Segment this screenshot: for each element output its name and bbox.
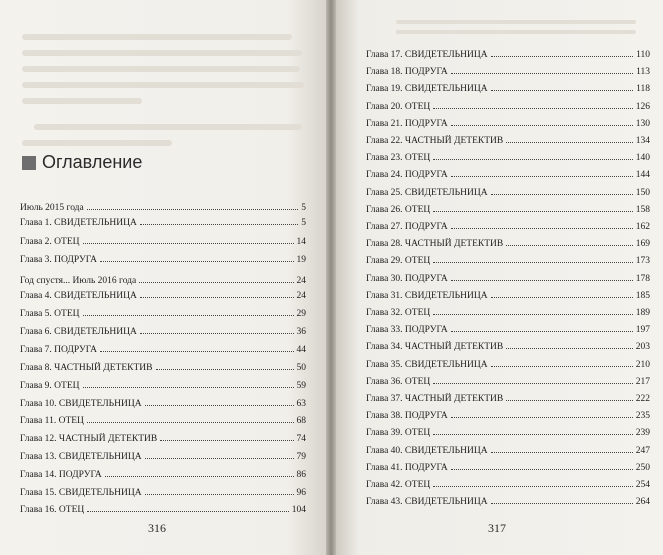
toc-entry <box>366 461 650 474</box>
toc-entry <box>366 220 650 233</box>
toc-entry-label: Глава 33. ПОДРУГА <box>366 325 448 336</box>
toc-entry <box>366 82 650 95</box>
toc-entry-label: Глава 29. ОТЕЦ <box>366 256 431 267</box>
leader-dots <box>433 100 632 109</box>
leader-dots <box>491 48 634 57</box>
toc-entry-page: 126 <box>635 101 650 112</box>
leader-dots <box>451 65 633 74</box>
leader-dots <box>451 409 633 418</box>
toc-entry-label: Глава 18. ПОДРУГА <box>366 67 448 78</box>
left-page <box>0 0 326 555</box>
toc-entry <box>366 134 650 147</box>
toc-entry-label: Глава 15. СВИДЕТЕЛЬНИЦА <box>20 488 142 498</box>
toc-entry <box>20 468 306 481</box>
page-number-right: 317 <box>488 521 506 535</box>
toc-entry <box>366 65 650 78</box>
leader-dots <box>491 289 633 298</box>
square-marker-icon <box>22 156 36 170</box>
leader-dots <box>506 392 633 401</box>
toc-entry-label: Глава 30. ПОДРУГА <box>366 273 448 284</box>
toc-entry-page: 118 <box>636 84 650 95</box>
page-number-left: 316 <box>148 521 166 535</box>
toc-entry-label: Глава 11. ОТЕЦ <box>20 416 84 426</box>
toc-entry-label: Глава 5. ОТЕЦ <box>20 309 80 319</box>
toc-entry-label: Глава 6. СВИДЕТЕЛЬНИЦА <box>20 327 137 337</box>
leader-dots <box>506 340 633 349</box>
toc-entry <box>20 503 306 516</box>
toc-entry-label: Глава 42. ОТЕЦ <box>366 480 431 490</box>
toc-entry-page: 158 <box>635 204 650 215</box>
toc-entry-label: Глава 34. ЧАСТНЫЙ ДЕТЕКТИВ <box>366 342 504 353</box>
toc-entry <box>366 495 650 508</box>
toc-entry <box>20 450 306 463</box>
toc-entry <box>366 272 650 285</box>
toc-entry-page: 178 <box>635 273 650 284</box>
toc-entry <box>366 426 650 439</box>
toc-entry-page: 74 <box>296 434 306 444</box>
toc-entry-page: 96 <box>296 488 306 498</box>
toc-entry-label: Глава 3. ПОДРУГА <box>20 255 98 265</box>
toc-entry-page: 50 <box>296 363 306 373</box>
toc-entry <box>20 379 306 392</box>
toc-entry-page: 14 <box>296 237 306 247</box>
toc-entry <box>366 289 650 302</box>
toc-entry-label: Глава 35. СВИДЕТЕЛЬНИЦА <box>366 359 488 370</box>
toc-entry-page: 79 <box>296 452 306 462</box>
leader-dots <box>451 220 633 229</box>
leader-dots <box>145 397 294 406</box>
toc-entry-page: 250 <box>635 462 650 473</box>
leader-dots <box>506 237 633 246</box>
toc-entry-label: Глава 23. ОТЕЦ <box>366 153 431 164</box>
toc-entry-label: Глава 20. ОТЕЦ <box>366 101 431 112</box>
toc-entry-page: 189 <box>635 308 650 318</box>
toc-entry-page: 19 <box>296 255 306 265</box>
toc-entry-label: Глава 19. СВИДЕТЕЛЬНИЦА <box>366 84 488 95</box>
toc-entry-page: 162 <box>635 222 650 232</box>
toc-entry-page: 36 <box>296 327 306 337</box>
toc-entry <box>366 375 650 388</box>
right-page <box>336 0 663 555</box>
toc-entry <box>366 340 650 353</box>
toc-entry <box>20 432 306 445</box>
toc-entry <box>366 48 650 61</box>
toc-entry-label: Глава 24. ПОДРУГА <box>366 170 448 181</box>
toc-entry-label: Глава 37. ЧАСТНЫЙ ДЕТЕКТИВ <box>366 394 504 404</box>
toc-entry <box>366 444 650 457</box>
toc-entry-page: 44 <box>296 345 306 355</box>
book-gutter <box>326 0 336 555</box>
toc-entry <box>366 254 650 267</box>
toc-entry-page: 59 <box>296 381 306 391</box>
leader-dots <box>491 186 633 195</box>
toc-entry-label: Глава 40. СВИДЕТЕЛЬНИЦА <box>366 445 488 456</box>
leader-dots <box>491 358 633 367</box>
toc-entry-label: Глава 9. ОТЕЦ <box>20 381 80 391</box>
leader-dots <box>433 254 632 263</box>
leader-dots <box>506 134 633 143</box>
toc-entry <box>366 478 650 491</box>
toc-entry <box>20 343 306 356</box>
toc-entry-label: Глава 1. СВИДЕТЕЛЬНИЦА <box>20 218 137 228</box>
leader-dots <box>83 235 294 244</box>
toc-entry-label: Июль 2015 года <box>20 203 84 213</box>
toc-entry-page: 140 <box>635 153 650 164</box>
toc-entry <box>20 414 306 427</box>
toc-entry <box>20 216 306 229</box>
toc-entry <box>20 274 306 287</box>
toc-title <box>22 152 142 173</box>
leader-dots <box>156 361 294 370</box>
toc-entry <box>20 397 306 410</box>
leader-dots <box>100 343 293 352</box>
toc-entry-label: Глава 43. СВИДЕТЕЛЬНИЦА <box>366 497 488 508</box>
toc-entry-label: Глава 12. ЧАСТНЫЙ ДЕТЕКТИВ <box>20 434 158 444</box>
leader-dots <box>145 450 294 459</box>
toc-entry-label: Глава 21. ПОДРУГА <box>366 118 448 129</box>
toc-entry-page: 5 <box>301 218 306 228</box>
toc-entry <box>20 235 306 248</box>
toc-entry-page: 144 <box>635 170 650 181</box>
toc-entry-label: Глава 14. ПОДРУГА <box>20 470 102 480</box>
toc-entry-label: Глава 26. ОТЕЦ <box>366 204 431 215</box>
toc-entry-label: Глава 16. ОТЕЦ <box>20 505 85 515</box>
leader-dots <box>83 379 294 388</box>
leader-dots <box>105 468 294 477</box>
leader-dots <box>491 82 634 91</box>
toc-entry-page: 169 <box>635 239 650 250</box>
toc-entry <box>366 186 650 199</box>
toc-entry-page: 24 <box>296 291 306 301</box>
toc-entry-label: Глава 22. ЧАСТНЫЙ ДЕТЕКТИВ <box>366 136 504 146</box>
toc-entry-page: 210 <box>635 359 650 370</box>
leader-dots <box>160 432 293 441</box>
toc-entry-label: Глава 4. СВИДЕТЕЛЬНИЦА <box>20 291 137 301</box>
toc-entry-label: Глава 41. ПОДРУГА <box>366 462 448 473</box>
toc-entry-page: 247 <box>635 445 650 456</box>
leader-dots <box>83 307 294 316</box>
toc-entry-page: 173 <box>635 256 650 267</box>
toc-entry-label: Глава 8. ЧАСТНЫЙ ДЕТЕКТИВ <box>20 363 153 373</box>
toc-entry-label: Глава 2. ОТЕЦ <box>20 237 80 247</box>
toc-entry <box>366 323 650 336</box>
leader-dots <box>433 478 632 487</box>
toc-entry-page: 104 <box>291 505 306 515</box>
leader-dots <box>451 461 633 470</box>
toc-entry <box>366 358 650 371</box>
toc-entry-page: 217 <box>635 376 650 387</box>
toc-entry-page: 264 <box>635 497 650 508</box>
toc-entry-page: 222 <box>635 394 650 404</box>
leader-dots <box>451 168 633 177</box>
toc-entry <box>20 289 306 302</box>
toc-entry-page: 134 <box>635 136 650 146</box>
leader-dots <box>433 306 632 315</box>
toc-entry <box>366 306 650 319</box>
leader-dots <box>145 486 294 495</box>
leader-dots <box>87 201 299 210</box>
toc-entry-label: Глава 31. СВИДЕТЕЛЬНИЦА <box>366 290 488 301</box>
toc-entry-label: Глава 7. ПОДРУГА <box>20 345 98 355</box>
toc-entry-page: 5 <box>301 203 306 213</box>
leader-dots <box>433 375 632 384</box>
leader-dots <box>451 117 633 126</box>
toc-entry-page: 113 <box>636 67 650 78</box>
toc-entry <box>20 361 306 374</box>
toc-entry-page: 235 <box>635 411 650 422</box>
leader-dots <box>87 414 294 423</box>
toc-entry-label: Глава 36. ОТЕЦ <box>366 376 431 387</box>
toc-entry-label: Глава 13. СВИДЕТЕЛЬНИЦА <box>20 452 142 462</box>
toc-entry-page: 203 <box>635 342 650 353</box>
toc-entry-page: 130 <box>635 118 650 129</box>
leader-dots <box>451 272 633 281</box>
toc-entry-label: Глава 38. ПОДРУГА <box>366 411 448 422</box>
toc-entry-page: 254 <box>635 480 650 490</box>
toc-entry-label: Год спустя... Июль 2016 года <box>20 276 137 286</box>
toc-entry <box>20 325 306 338</box>
leader-dots <box>491 444 633 453</box>
leader-dots <box>433 151 632 160</box>
toc-title-text: Оглавление <box>42 152 143 172</box>
toc-entry <box>20 307 306 320</box>
toc-entry-page: 197 <box>635 325 650 336</box>
toc-entry <box>20 486 306 499</box>
toc-entry-page: 86 <box>296 470 306 480</box>
leader-dots <box>451 323 633 332</box>
toc-entry <box>366 168 650 181</box>
toc-entry-page: 239 <box>635 428 650 439</box>
leader-dots <box>491 495 633 504</box>
leader-dots <box>140 289 294 298</box>
toc-entry-page: 63 <box>296 399 306 409</box>
toc-entry-label: Глава 27. ПОДРУГА <box>366 222 448 232</box>
leader-dots <box>139 274 293 283</box>
toc-entry-label: Глава 25. СВИДЕТЕЛЬНИЦА <box>366 187 488 198</box>
toc-entry-page: 185 <box>635 290 650 301</box>
toc-entry-page: 68 <box>296 416 306 426</box>
leader-dots <box>140 325 294 334</box>
leader-dots <box>433 203 632 212</box>
toc-entry <box>366 100 650 113</box>
toc-entry-label: Глава 39. ОТЕЦ <box>366 428 431 439</box>
leader-dots <box>100 253 293 262</box>
toc-entry <box>366 151 650 164</box>
toc-entry <box>366 237 650 250</box>
toc-entry-label: Глава 17. СВИДЕТЕЛЬНИЦА <box>366 50 488 60</box>
toc-entry <box>366 117 650 130</box>
toc-entry-page: 24 <box>296 276 306 286</box>
leader-dots <box>87 503 288 512</box>
leader-dots <box>140 216 298 225</box>
toc-entry-page: 150 <box>635 187 650 198</box>
toc-entry <box>20 253 306 266</box>
leader-dots <box>433 426 632 435</box>
toc-entry <box>366 409 650 422</box>
toc-entry-page: 29 <box>296 309 306 319</box>
toc-entry-label: Глава 32. ОТЕЦ <box>366 308 431 318</box>
toc-entry <box>366 203 650 216</box>
toc-entry <box>20 201 306 214</box>
toc-entry-label: Глава 28. ЧАСТНЫЙ ДЕТЕКТИВ <box>366 239 504 250</box>
toc-entry-label: Глава 10. СВИДЕТЕЛЬНИЦА <box>20 399 142 409</box>
toc-entry-page: 110 <box>636 50 650 60</box>
toc-entry <box>366 392 650 405</box>
